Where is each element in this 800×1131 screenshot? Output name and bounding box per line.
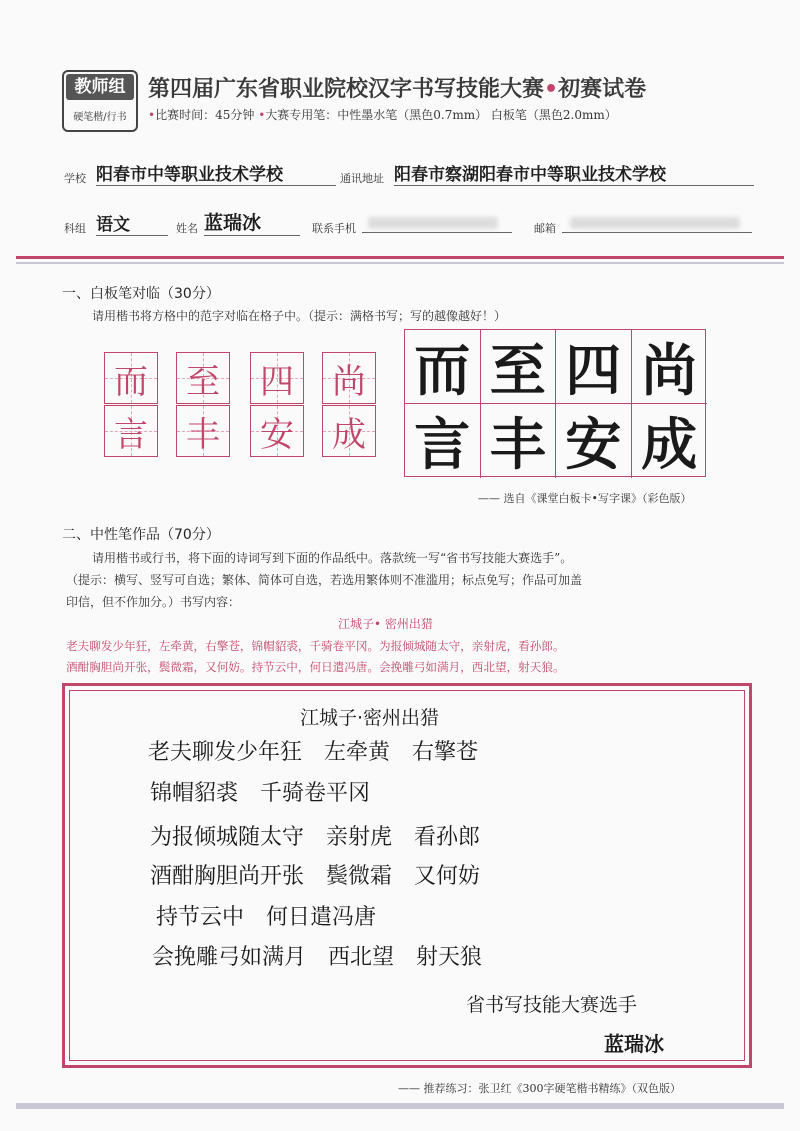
sample-char: 成 [332,414,366,455]
address-label: 通讯地址 [340,172,384,185]
sample-cell [250,405,304,457]
sample-char: 而 [114,361,148,402]
phone-label: 联系手机 [312,222,356,235]
work-signoff: 省书写技能大赛选手 [466,994,638,1016]
footer-recommend: —— 推荐练习：张卫红《300字硬笔楷书精练》（双色版） [398,1082,681,1095]
sample-char: 至 [186,361,220,402]
practice-cell[interactable]: 安 [556,404,632,478]
name-field[interactable]: 蓝瑞冰 [204,208,300,236]
poem-title: 江城子• 密州出猎 [338,617,433,631]
sample-cell [176,352,230,404]
sample-char: 四 [260,361,294,402]
group-subtitle: 硬笔楷/行书 [73,112,127,123]
phone-redacted [368,217,498,229]
sample-char: 安 [260,414,294,455]
divider-bottom [16,1103,784,1109]
sample-cell [322,352,376,404]
practice-cell[interactable]: 尚 [632,330,708,404]
section2-instruction-1: 请用楷书或行书，将下面的诗词写到下面的作品纸中。落款统一写“省书写技能大赛选手”。 [92,551,573,565]
work-line-1: 老夫聊发少年狂 左牵黄 右擎苍 [148,740,479,765]
practice-cell[interactable]: 四 [556,330,632,404]
section1-instruction: 请用楷书将方格中的范字对临在格子中。（提示：满格书写；写的越像越好！） [92,309,507,323]
page-title [148,72,646,103]
divider-top [16,256,784,259]
practice-cell[interactable]: 至 [481,330,557,404]
exam-pens: 大赛专用笔：中性墨水笔（黑色0.7mm） 白板笔（黑色2.0mm） [265,108,617,122]
work-line-5: 持节云中 何日遣冯唐 [156,905,377,930]
work-line-4: 酒酣胸胆尚开张 鬓微霜 又何妨 [150,864,481,889]
exam-info [148,106,617,123]
school-label: 学校 [64,172,86,185]
sample-cell [322,405,376,457]
title-dot: • [544,77,559,102]
practice-grid[interactable] [404,329,706,477]
time-bullet: • [148,108,156,122]
practice-cell[interactable]: 成 [641,413,698,478]
section1-source: —— 选自《课堂白板卡•写字课》（彩色版） [478,492,692,505]
section2-heading: 二、中性笔作品（70分） [62,527,220,543]
sample-char: 言 [114,414,148,455]
work-line-2: 锦帽貂裘 千骑卷平冈 [150,781,371,806]
poem-line-1: 老夫聊发少年狂，左牵黄，右擎苍，锦帽貂裘，千骑卷平冈。为报倾城随太守，亲射虎，看孙郎。 [66,639,565,653]
sample-char: 丰 [186,414,220,455]
title-main: 第四届广东省职业院校汉字书写技能大赛 [148,77,545,102]
divider-top-grey [16,262,784,264]
pens-bullet: • [258,108,266,122]
work-line-3: 为报倾城随太守 亲射虎 看孙郎 [150,825,481,850]
poem-line-2: 酒酣胸胆尚开张，鬓微霜，又何妨。持节云中，何日遣冯唐。会挽雕弓如满月，西北望，射天狼。 [66,660,565,674]
phone-field[interactable] [362,212,512,233]
work-signature: 蓝瑞冰 [604,1032,664,1056]
email-redacted [570,217,740,229]
practice-cell[interactable]: 而 [405,330,481,404]
practice-cell[interactable]: 言 [405,404,481,478]
sample-char: 尚 [332,361,366,402]
sample-cell [250,352,304,404]
school-field[interactable]: 阳春市中等职业技术学校 [96,160,336,186]
work-title: 江城子·密州出猎 [300,707,440,729]
section1-heading: 一、白板笔对临（30分） [62,286,220,302]
section2-instruction-3: 印信，但不作加分。）书写内容： [66,595,241,609]
sample-cell [176,405,230,457]
address-field[interactable]: 阳春市察湖阳春市中等职业技术学校 [394,160,754,186]
practice-cell[interactable]: 丰 [481,404,557,478]
exam-time: 比赛时间：45分钟 [155,108,255,122]
subject-label: 科组 [64,222,86,235]
subject-field[interactable]: 语文 [96,210,168,236]
sample-cell [104,405,158,457]
title-tail: 初赛试卷 [558,77,647,102]
email-field[interactable] [562,212,752,233]
group-title: 教师组 [66,74,134,100]
section2-instruction-2: （提示：横写、竖写可自选；繁体、简体可自选，若选用繁体则不准滥用；标点免写；作品可加盖 [66,573,583,587]
work-line-6: 会挽雕弓如满月 西北望 射天狼 [152,945,483,970]
sample-cell [104,352,158,404]
email-label: 邮箱 [534,222,556,235]
name-label: 姓名 [176,222,198,235]
